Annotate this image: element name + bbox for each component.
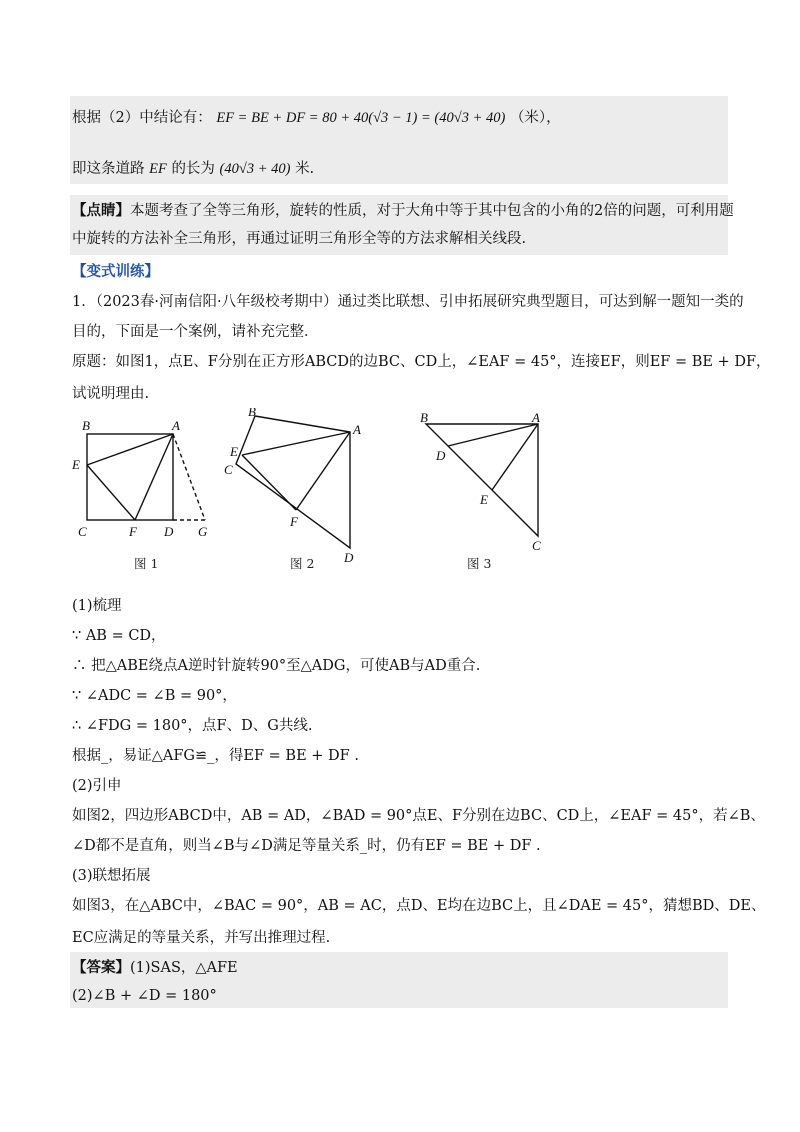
part1-line-3: ∵ ∠ADC = ∠B = 90°， — [72, 688, 237, 704]
label-c: C — [224, 462, 233, 477]
part1-line-4: ∴ ∠FDG = 180°，点F、D、G共线. — [72, 718, 313, 734]
text: 米. — [295, 161, 315, 177]
part1-line-5: 根据_，易证△AFG≌_，得EF = BE + DF . — [72, 748, 359, 764]
label-a: A — [532, 410, 540, 425]
part2-line-1: 如图2，四边形ABCD中，AB = AD，∠BAD = 90°点E、F分别在边BC、CD上，∠EAF = 45°，若∠B、 — [72, 808, 765, 824]
figure-3-caption: 图 3 — [467, 556, 492, 571]
problem-line-1: 1．（2023春·河南信阳·八年级校考期中）通过类比联想、引申拓展研究典型题目，可达到解一题知一类的 — [72, 294, 744, 310]
part3-line-2: EC应满足的等量关系，并写出推理过程. — [72, 930, 331, 946]
comment-line-2 — [72, 229, 526, 249]
part2-line-2: ∠D都不是直角，则当∠B与∠D满足等量关系_时，仍有EF = BE + DF . — [72, 838, 541, 854]
text: 的长为 — [171, 161, 215, 177]
segment-ae — [87, 434, 173, 465]
label-e: E — [72, 457, 80, 472]
part2-title: (2)引申 — [72, 778, 122, 794]
label-b: B — [248, 408, 256, 419]
answer-line-2: (2)∠B + ∠D = 180° — [72, 988, 217, 1004]
figure-1 — [60, 412, 230, 542]
part3-title: (3)联想拓展 — [72, 868, 151, 884]
segment-ae — [242, 432, 350, 455]
label-e: E — [480, 492, 488, 507]
problem-line-3: 原题：如图1，点E、F分别在正方形ABCD的边BC、CD上，∠EAF = 45°，连接EF，则EF = BE + DF， — [72, 354, 771, 370]
label-d: D — [164, 524, 174, 539]
problem-line-2: 目的，下面是一个案例，请补充完整． — [72, 324, 319, 340]
label-f: F — [129, 524, 137, 539]
comment-line-1 — [72, 201, 734, 221]
solution-line-2 — [72, 159, 314, 179]
part1-line-1: ∵ AB = CD， — [72, 628, 166, 644]
figure-1-caption: 图 1 — [134, 556, 159, 571]
label-a: A — [353, 422, 361, 437]
label-b: B — [420, 410, 428, 425]
label-g: G — [198, 524, 208, 539]
text: 中旋转的方法补全三角形，再通过证明三角形全等的方法求解相关线段. — [72, 231, 527, 247]
label-c: C — [78, 524, 87, 539]
text: （米）， — [509, 110, 561, 126]
formula: EF — [149, 161, 167, 177]
label-d: D — [436, 448, 446, 463]
label-f: F — [290, 514, 298, 529]
figure-2 — [216, 408, 376, 568]
triangle-abc — [426, 424, 538, 536]
text: 根据（2）中结论有： — [72, 110, 212, 126]
solution-line-1 — [72, 108, 561, 128]
label-c: C — [532, 538, 541, 553]
comment-label: 【点睛】 — [72, 202, 130, 219]
part1-title: (1)梳理 — [72, 598, 122, 614]
formula: (40√3 + 40) — [219, 161, 291, 177]
segment-ef — [242, 455, 296, 510]
segment-ef — [87, 465, 135, 520]
text: 即这条道路 — [72, 161, 145, 177]
part3-line-1: 如图3，在△ABC中，∠BAC = 90°，AB = AC，点D、E均在边BC上，且∠DAE = 45°，猜想BD、DE、 — [72, 898, 766, 914]
problem-line-4: 试说明理由. — [72, 386, 150, 402]
square-abcd — [87, 434, 173, 520]
figure-3 — [410, 408, 560, 558]
formula: EF = BE + DF = 80 + 40(√3 − 1) = (40√3 + 40) — [216, 110, 506, 126]
segment-ag — [173, 434, 205, 520]
text: (1)SAS，△AFE — [130, 960, 238, 976]
label-e: E — [230, 444, 238, 459]
figure-2-caption: 图 2 — [290, 556, 315, 571]
label-d: D — [344, 550, 354, 565]
text: 本题考查了全等三角形，旋转的性质，对于大角中等于其中包含的小角的2倍的问题，可利用题 — [130, 203, 734, 219]
answer-label: 【答案】 — [72, 959, 130, 976]
part1-line-2: ∴ 把△ABE绕点A逆时针旋转90°至△ADG，可使AB与AD重合. — [72, 658, 481, 674]
label-b: B — [82, 418, 90, 433]
segment-af — [135, 434, 173, 520]
segment-af — [296, 432, 350, 510]
section-title: 【变式训练】 — [72, 263, 159, 280]
answer-line-1 — [72, 958, 238, 978]
label-a: A — [172, 418, 180, 433]
